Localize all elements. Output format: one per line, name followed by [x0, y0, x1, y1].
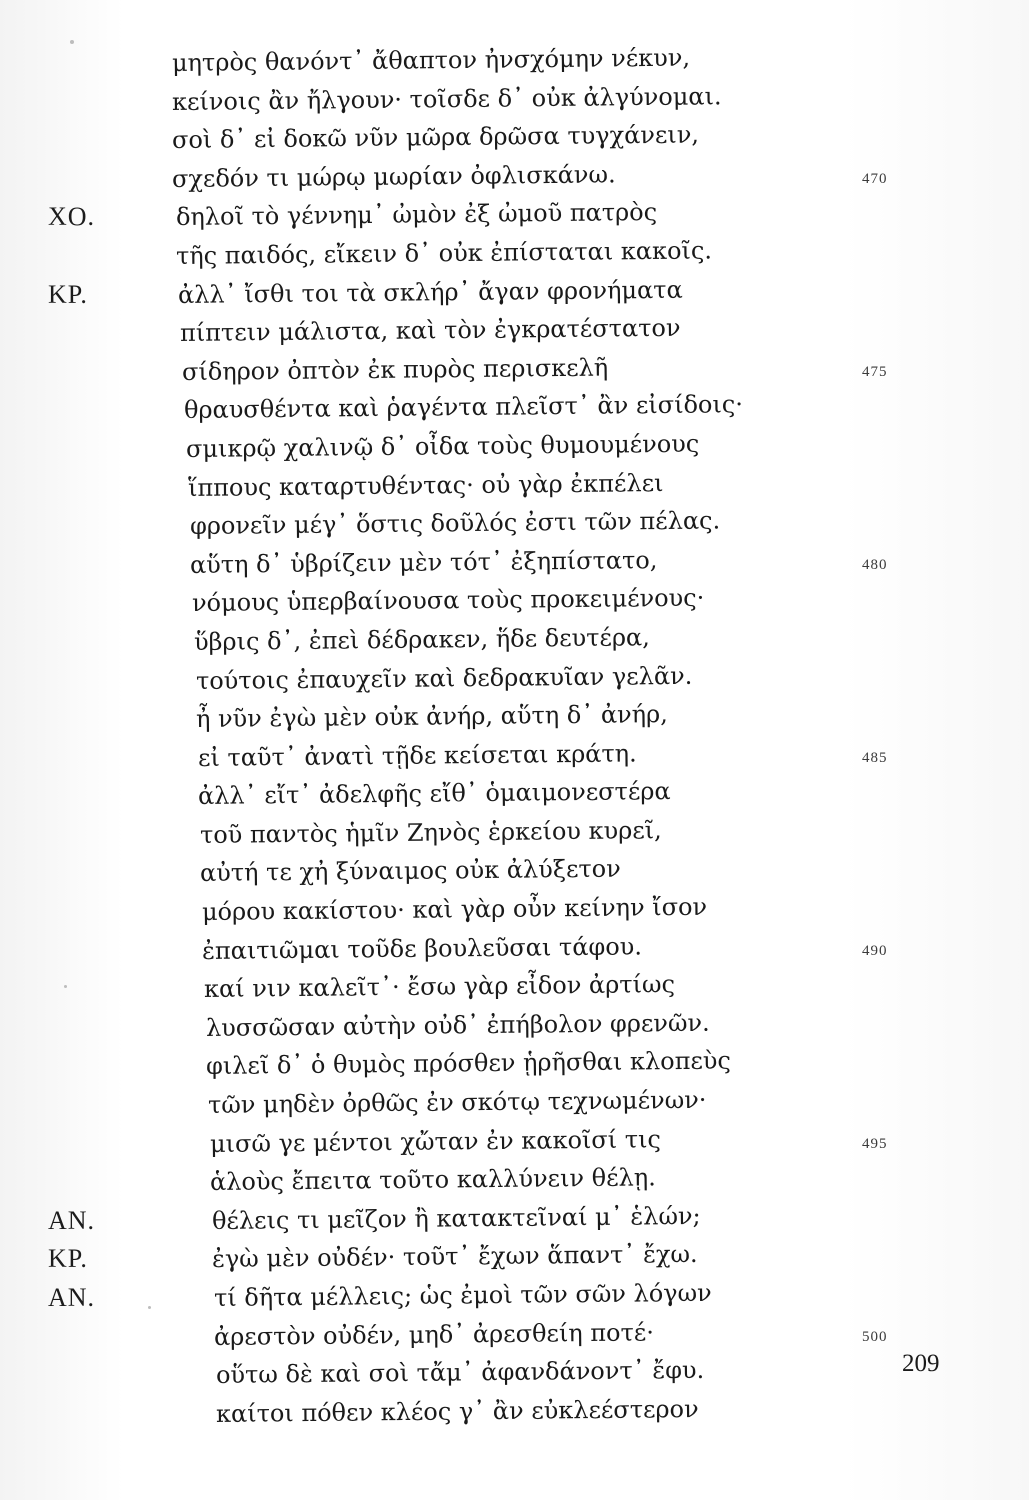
verse-line: [0, 1009, 1029, 1048]
verse-line: [0, 1086, 1029, 1125]
verse-text: λυσσῶσαν αὐτὴν οὐδ᾽ ἐπήβολον φρενῶν.: [205, 1008, 710, 1042]
verse-line: [0, 237, 1029, 276]
verse-text: σίδηρον ὀπτὸν ἐκ πυρὸς περισκελῆ: [181, 353, 609, 386]
verse-text: ἀλλ᾽ ἴσθι τοι τὰ σκλήρ᾽ ἄγαν φρονήματα: [177, 275, 683, 309]
verse-text: μόρου κακίστου· καὶ γὰρ οὖν κείνην ἴσον: [201, 892, 708, 927]
speaker-label: ΚΡ.: [48, 1244, 88, 1274]
verse-line: [0, 391, 1029, 430]
line-number: 470: [862, 170, 888, 187]
line-number: 495: [862, 1135, 888, 1152]
verse-text: ἵππους καταρτυθέντας· οὐ γὰρ ἐκπέλει: [187, 468, 664, 502]
speaker-label: ΧΟ.: [48, 202, 96, 232]
verse-text: αὐτή τε χἠ ξύναιμος οὐκ ἀλύξετον: [199, 855, 621, 888]
verse-line: [0, 854, 1029, 893]
verse-line: [0, 507, 1029, 546]
verse-line: [0, 430, 1029, 469]
paper-speck: [70, 40, 74, 44]
verse-text: ἐπαιτιῶμαι τοῦδε βουλεῦσαι τάφου.: [201, 932, 643, 965]
verse-text: φιλεῖ δ᾽ ὁ θυμὸς πρόσθεν ᾑρῆσθαι κλοπεὺς: [205, 1046, 731, 1081]
verse-text: θραυσθέντα καὶ ῥαγέντα πλεῖστ᾽ ἂν εἰσίδοις·: [183, 390, 744, 425]
verse-line: [0, 1279, 1029, 1318]
verse-text: τοῦ παντὸς ἡμῖν Ζηνὸς ἑρκείου κυρεῖ,: [199, 816, 662, 849]
verse-line: [0, 1395, 1029, 1434]
verse-text: τῶν μηδὲν ὀρθῶς ἐν σκότῳ τεχνωμένων·: [207, 1085, 707, 1120]
verse-text: τούτοις ἐπαυχεῖν καὶ δεδρακυῖαν γελᾶν.: [195, 661, 693, 695]
verse-text: σμικρῷ χαλινῷ δ᾽ οἶδα τοὺς θυμουμένους: [185, 429, 700, 463]
verse-text: μισῶ γε μέντοι χὤταν ἐν κακοῖσί τις: [209, 1124, 662, 1158]
verse-line: [0, 1047, 1029, 1086]
verse-text: μητρὸς θανόντ᾽ ἄθαπτον ἠνσχόμην νέκυν,: [171, 43, 691, 77]
verse-text: φρονεῖν μέγ᾽ ὅστις δοῦλός ἐστι τῶν πέλας.: [189, 506, 721, 541]
verse-text: οὕτω δὲ καὶ σοὶ τἄμ᾽ ἀφανδάνοντ᾽ ἔφυ.: [215, 1356, 705, 1390]
verse-line: [0, 1356, 1029, 1395]
verse-text: ἀρεστὸν οὐδέν, μηδ᾽ ἀρεσθείη ποτέ·: [213, 1317, 655, 1351]
verse-line: [0, 584, 1029, 623]
verse-line: [0, 1240, 1029, 1279]
verse-text: αὕτη δ᾽ ὑβρίζειν μὲν τότ᾽ ἐξηπίστατο,: [189, 545, 658, 579]
verse-text: θέλεις τι μεῖζον ἢ κατακτεῖναί μ᾽ ἑλών;: [211, 1201, 701, 1235]
verse-text: τῆς παιδός, εἴκειν δ᾽ οὐκ ἐπίσταται κακοῖς.: [175, 236, 713, 270]
verse-line: [0, 739, 1029, 778]
verse-line: [0, 932, 1029, 971]
paper-speck: [64, 985, 67, 988]
verse-line: [0, 1318, 1029, 1357]
speaker-label: ΑΝ.: [48, 1205, 96, 1235]
verse-text: καί νιν καλεῖτ᾽· ἔσω γὰρ εἶδον ἀρτίως: [203, 970, 676, 1004]
speaker-label: ΚΡ.: [48, 279, 88, 309]
verse-line: [0, 353, 1029, 392]
line-number: 500: [862, 1328, 888, 1345]
verse-line: [0, 662, 1029, 701]
verse-line: [0, 816, 1029, 855]
verse-line: [0, 777, 1029, 816]
paper-speck: [148, 1306, 151, 1309]
verse-text: καίτοι πόθεν κλέος γ᾽ ἂν εὐκλεέστερον: [215, 1394, 699, 1428]
verse-line: [0, 1125, 1029, 1164]
line-number: 480: [862, 556, 888, 573]
page-number: 209: [902, 1350, 940, 1377]
verse-line: [0, 44, 1029, 83]
verse-text: ἀλλ᾽ εἴτ᾽ ἀδελφῆς εἴθ᾽ ὁμαιμονεστέρα: [197, 777, 671, 811]
verse-text: νόμους ὑπερβαίνουσα τοὺς προκειμένους·: [191, 583, 705, 618]
verse-line: [0, 970, 1029, 1009]
verse-text: ὕβρις δ᾽, ἐπεὶ δέδρακεν, ἥδε δευτέρα,: [193, 623, 650, 656]
verse-text: πίπτειν μάλιστα, καὶ τὸν ἐγκρατέστατον: [179, 313, 681, 348]
verse-line: [0, 546, 1029, 585]
verse-line: [0, 276, 1029, 315]
line-number: 485: [862, 749, 888, 766]
speaker-label: ΑΝ.: [48, 1283, 96, 1312]
verse-line: [0, 83, 1029, 122]
verse-line: [0, 160, 1029, 199]
line-number: 475: [862, 363, 888, 380]
verse-text: δηλοῖ τὸ γέννημ᾽ ὠμὸν ἐξ ὠμοῦ πατρὸς: [175, 198, 658, 232]
verse-line: [0, 893, 1029, 932]
verse-text: κείνοις ἂν ἤλγουν· τοῖσδε δ᾽ οὐκ ἀλγύνομαι.: [171, 81, 722, 116]
verse-block: [0, 44, 1029, 1433]
verse-line: [0, 623, 1029, 662]
verse-text: σχεδόν τι μώρῳ μωρίαν ὀφλισκάνω.: [171, 160, 616, 193]
verse-text: ἐγὼ μὲν οὐδέν· τοῦτ᾽ ἔχων ἅπαντ᾽ ἔχω.: [211, 1240, 698, 1274]
verse-text: σοὶ δ᾽ εἰ δοκῶ νῦν μῶρα δρῶσα τυγχάνειν,: [171, 120, 700, 155]
verse-line: [0, 469, 1029, 508]
verse-line: [0, 121, 1029, 160]
verse-text: ἦ νῦν ἐγὼ μὲν οὐκ ἀνήρ, αὕτη δ᾽ ἀνήρ,: [195, 700, 668, 734]
line-number: 490: [862, 942, 888, 959]
verse-line: [0, 1202, 1029, 1241]
verse-text: ἁλοὺς ἔπειτα τοῦτο καλλύνειν θέλῃ.: [209, 1163, 656, 1197]
verse-text: εἰ ταῦτ᾽ ἀνατὶ τῇδε κείσεται κράτη.: [197, 739, 637, 772]
verse-text: τί δῆτα μέλλεις; ὡς ἐμοὶ τῶν σῶν λόγων: [213, 1278, 712, 1312]
verse-line: [0, 314, 1029, 353]
verse-line: [0, 198, 1029, 237]
verse-line: [0, 700, 1029, 739]
verse-line: [0, 1163, 1029, 1202]
